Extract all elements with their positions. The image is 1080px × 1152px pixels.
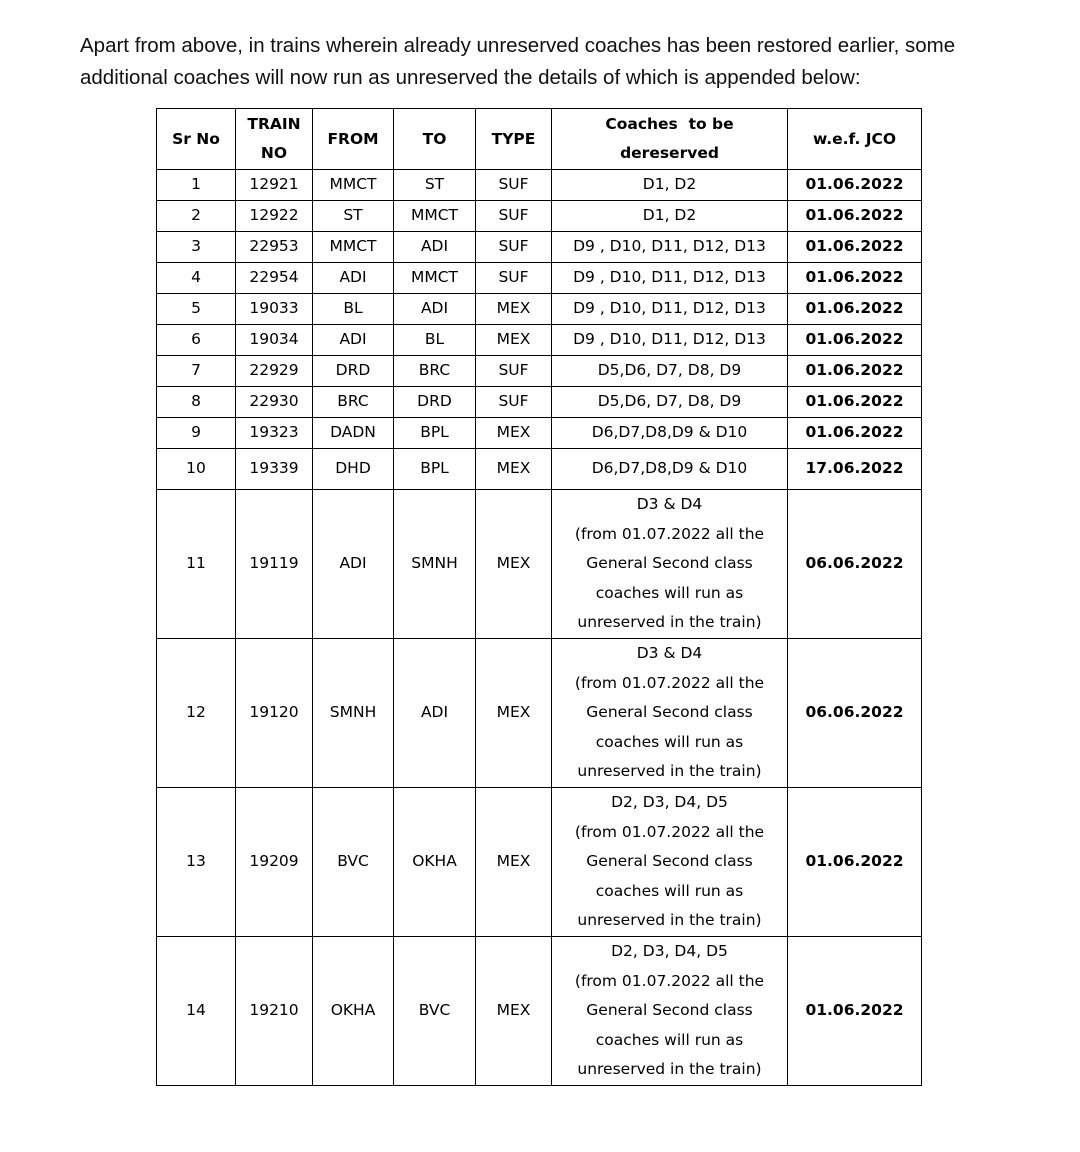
- cell-wef: 01.06.2022: [788, 788, 922, 937]
- cell-type: MEX: [476, 325, 552, 356]
- dereserved-coaches-table-wrap: [156, 108, 922, 1086]
- table-row: [157, 201, 922, 232]
- cell-from: ADI: [313, 325, 394, 356]
- cell-type: MEX: [476, 937, 552, 1086]
- table-row: [157, 418, 922, 449]
- cell-sr-no: 8: [157, 387, 236, 418]
- header-coaches: [552, 109, 788, 170]
- table-row: [157, 294, 922, 325]
- cell-from: SMNH: [313, 639, 394, 788]
- cell-train-no: 12921: [236, 170, 313, 201]
- coaches-note: (from 01.07.2022 all the General Second class coaches will run as unreserved in the train): [574, 524, 765, 632]
- cell-coaches: D1, D2: [552, 170, 788, 201]
- cell-sr-no: 5: [157, 294, 236, 325]
- cell-from: DADN: [313, 418, 394, 449]
- cell-coaches: D6,D7,D8,D9 & D10: [552, 449, 788, 490]
- coaches-list: D3 & D4: [636, 495, 703, 514]
- cell-to: BPL: [394, 449, 476, 490]
- cell-wef: 06.06.2022: [788, 490, 922, 639]
- cell-to: ADI: [394, 294, 476, 325]
- cell-type: MEX: [476, 294, 552, 325]
- cell-train-no: 19210: [236, 937, 313, 1086]
- cell-from: DRD: [313, 356, 394, 387]
- cell-wef: 17.06.2022: [788, 449, 922, 490]
- cell-type: MEX: [476, 639, 552, 788]
- cell-type: MEX: [476, 418, 552, 449]
- cell-sr-no: 1: [157, 170, 236, 201]
- cell-sr-no: 6: [157, 325, 236, 356]
- cell-wef: 01.06.2022: [788, 356, 922, 387]
- coaches-note: (from 01.07.2022 all the General Second class coaches will run as unreserved in the train): [574, 673, 765, 781]
- cell-sr-no: 4: [157, 263, 236, 294]
- cell-type: MEX: [476, 788, 552, 937]
- cell-coaches: [552, 937, 788, 1086]
- cell-coaches: D9 , D10, D11, D12, D13: [552, 263, 788, 294]
- table-row: [157, 232, 922, 263]
- cell-coaches: [552, 788, 788, 937]
- cell-wef: 01.06.2022: [788, 294, 922, 325]
- cell-to: ADI: [394, 232, 476, 263]
- header-from: FROM: [313, 109, 394, 170]
- cell-wef: 06.06.2022: [788, 639, 922, 788]
- header-coaches-line-2: dereserved: [620, 144, 719, 162]
- cell-sr-no: 3: [157, 232, 236, 263]
- cell-coaches: [552, 639, 788, 788]
- cell-from: OKHA: [313, 937, 394, 1086]
- header-sr-no: Sr No: [157, 109, 236, 170]
- cell-to: OKHA: [394, 788, 476, 937]
- cell-wef: 01.06.2022: [788, 263, 922, 294]
- cell-coaches: D5,D6, D7, D8, D9: [552, 356, 788, 387]
- cell-type: SUF: [476, 263, 552, 294]
- cell-from: BVC: [313, 788, 394, 937]
- cell-coaches: D1, D2: [552, 201, 788, 232]
- cell-from: BL: [313, 294, 394, 325]
- cell-to: MMCT: [394, 201, 476, 232]
- table-row: [157, 387, 922, 418]
- cell-type: SUF: [476, 387, 552, 418]
- coaches-note: (from 01.07.2022 all the General Second class coaches will run as unreserved in the train): [574, 822, 765, 930]
- header-coaches-line-1: Coaches to be: [605, 115, 734, 133]
- header-train-no: [236, 109, 313, 170]
- intro-paragraph: Apart from above, in trains wherein already unreserved coaches has been restored earlier, some additional coaches will now run as unreserved the details of which is appended below:: [80, 34, 956, 89]
- cell-wef: 01.06.2022: [788, 325, 922, 356]
- dereserved-coaches-table: [156, 108, 922, 1086]
- cell-to: ADI: [394, 639, 476, 788]
- cell-to: MMCT: [394, 263, 476, 294]
- cell-type: SUF: [476, 170, 552, 201]
- coaches-list: D3 & D4: [636, 644, 703, 663]
- table-row: [157, 937, 922, 1086]
- cell-coaches: D9 , D10, D11, D12, D13: [552, 232, 788, 263]
- table-body: [157, 170, 922, 1086]
- cell-train-no: 22929: [236, 356, 313, 387]
- cell-to: BPL: [394, 418, 476, 449]
- table-row: [157, 325, 922, 356]
- cell-coaches: [552, 490, 788, 639]
- cell-coaches: D9 , D10, D11, D12, D13: [552, 325, 788, 356]
- cell-type: SUF: [476, 232, 552, 263]
- cell-from: MMCT: [313, 232, 394, 263]
- header-wef: w.e.f. JCO: [788, 109, 922, 170]
- cell-from: ADI: [313, 263, 394, 294]
- cell-train-no: 22954: [236, 263, 313, 294]
- header-type: TYPE: [476, 109, 552, 170]
- cell-wef: 01.06.2022: [788, 201, 922, 232]
- cell-to: ST: [394, 170, 476, 201]
- cell-train-no: 22930: [236, 387, 313, 418]
- table-row: [157, 263, 922, 294]
- cell-wef: 01.06.2022: [788, 387, 922, 418]
- cell-to: DRD: [394, 387, 476, 418]
- cell-type: SUF: [476, 201, 552, 232]
- cell-coaches: D9 , D10, D11, D12, D13: [552, 294, 788, 325]
- cell-to: BVC: [394, 937, 476, 1086]
- cell-train-no: 19120: [236, 639, 313, 788]
- cell-from: DHD: [313, 449, 394, 490]
- cell-wef: 01.06.2022: [788, 170, 922, 201]
- cell-train-no: 19119: [236, 490, 313, 639]
- cell-train-no: 22953: [236, 232, 313, 263]
- cell-coaches: D6,D7,D8,D9 & D10: [552, 418, 788, 449]
- header-to: TO: [394, 109, 476, 170]
- coaches-list: D2, D3, D4, D5: [611, 793, 728, 812]
- table-header-row: [157, 109, 922, 170]
- cell-sr-no: 13: [157, 788, 236, 937]
- cell-from: ADI: [313, 490, 394, 639]
- cell-type: MEX: [476, 490, 552, 639]
- cell-type: MEX: [476, 449, 552, 490]
- coaches-list: D2, D3, D4, D5: [611, 942, 728, 961]
- table-row: [157, 170, 922, 201]
- table-row: [157, 490, 922, 639]
- cell-sr-no: 12: [157, 639, 236, 788]
- cell-train-no: 19033: [236, 294, 313, 325]
- cell-from: ST: [313, 201, 394, 232]
- cell-train-no: 19034: [236, 325, 313, 356]
- cell-train-no: 19339: [236, 449, 313, 490]
- cell-train-no: 19209: [236, 788, 313, 937]
- cell-to: BL: [394, 325, 476, 356]
- table-row: [157, 356, 922, 387]
- cell-train-no: 19323: [236, 418, 313, 449]
- header-train-no-line-2: NO: [260, 144, 288, 162]
- cell-wef: 01.06.2022: [788, 418, 922, 449]
- table-row: [157, 639, 922, 788]
- cell-to: SMNH: [394, 490, 476, 639]
- header-train-no-line-1: TRAIN: [247, 115, 301, 133]
- cell-train-no: 12922: [236, 201, 313, 232]
- cell-sr-no: 11: [157, 490, 236, 639]
- cell-from: BRC: [313, 387, 394, 418]
- cell-sr-no: 14: [157, 937, 236, 1086]
- cell-to: BRC: [394, 356, 476, 387]
- coaches-note: (from 01.07.2022 all the General Second class coaches will run as unreserved in the train): [574, 971, 765, 1079]
- cell-sr-no: 9: [157, 418, 236, 449]
- cell-coaches: D5,D6, D7, D8, D9: [552, 387, 788, 418]
- cell-type: SUF: [476, 356, 552, 387]
- cell-sr-no: 7: [157, 356, 236, 387]
- cell-sr-no: 10: [157, 449, 236, 490]
- cell-sr-no: 2: [157, 201, 236, 232]
- table-row: [157, 449, 922, 490]
- cell-from: MMCT: [313, 170, 394, 201]
- cell-wef: 01.06.2022: [788, 232, 922, 263]
- table-row: [157, 788, 922, 937]
- cell-wef: 01.06.2022: [788, 937, 922, 1086]
